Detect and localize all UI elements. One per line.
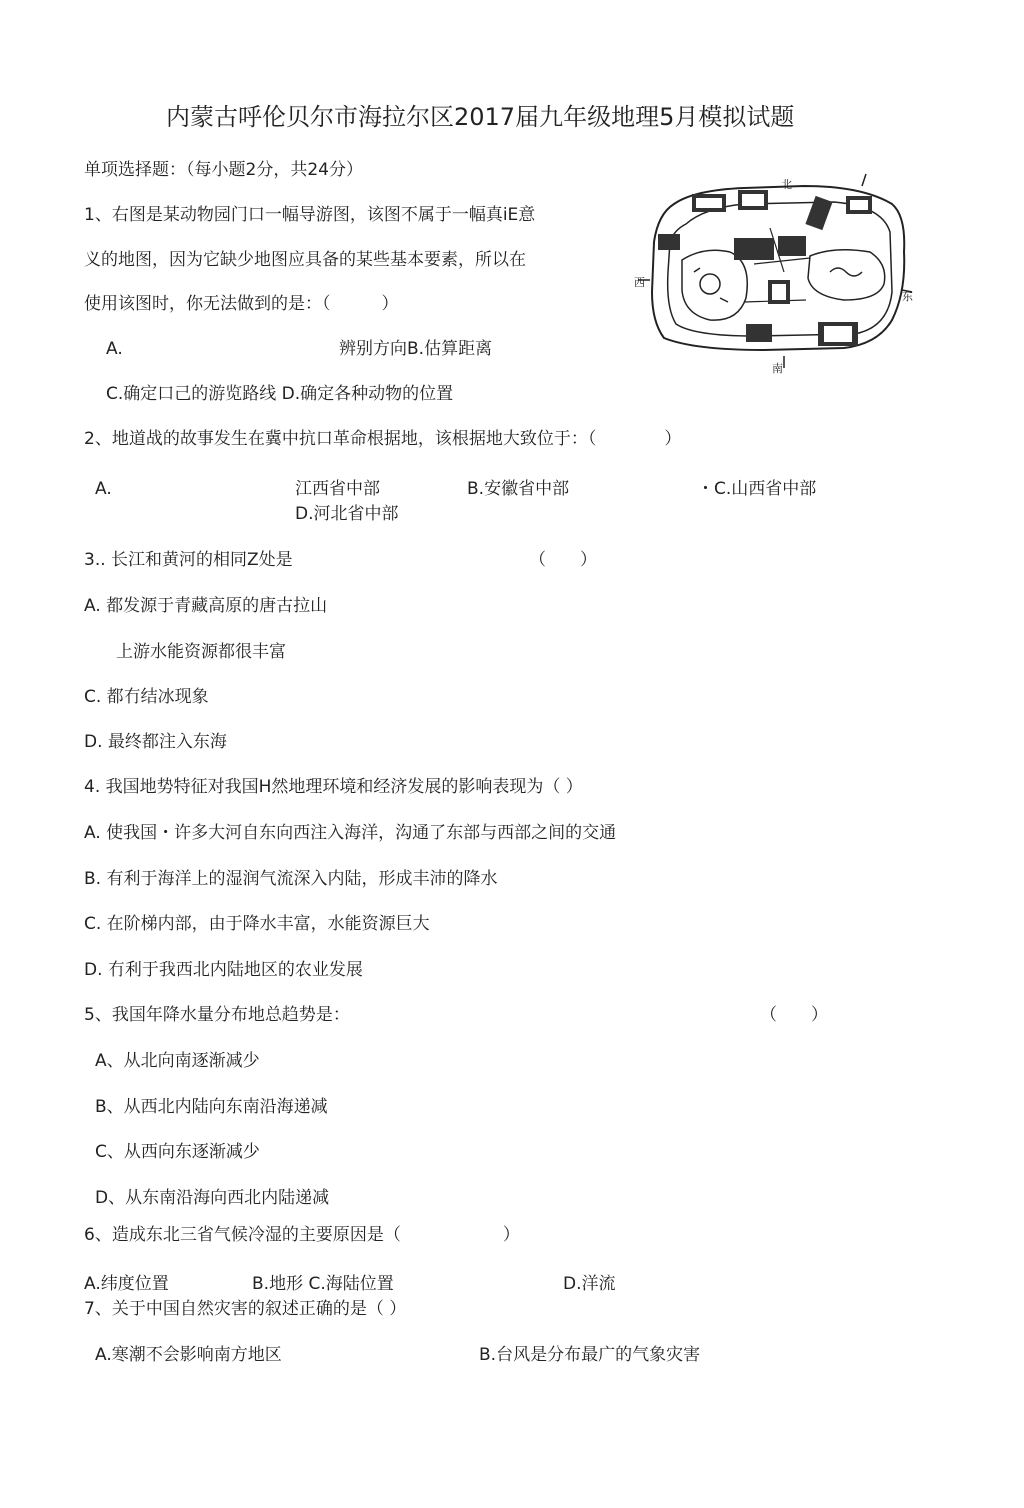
q5-option-b: B、从西北内陆向东南沿海递减 [95,1097,328,1117]
q7-option-a: A.寒潮不会影响南方地区 [95,1345,282,1365]
q1-option-a: A. [106,339,123,359]
zoo-map-drawing [634,172,916,372]
map-east-label: 东 [902,290,913,303]
q2-option-d: D.河北省中部 [295,504,399,524]
q4-option-a: A. 使我国・许多大河自东向西注入海洋，沟通了东部与西部之间的交通 [84,823,617,843]
q7-stem: 7、关于中国自然灾害的叙述正确的是（ ） [84,1299,407,1319]
q3-option-b: 上游水能资源都很丰富 [116,642,286,662]
map-north-label: 北 [781,178,792,191]
q1-line1: 1、右图是某动物园门口一幅导游图，该图不属于一幅真iE意 [84,205,536,225]
q2-stem: 2、地道战的故事发生在冀中抗口革命根据地，该根据地大致位于：（ ） [84,429,682,449]
q2-option-b: B.安徽省中部 [467,479,570,499]
q6-stem: 6、造成东北三省气候冷湿的主要原因是（ ） [84,1225,520,1245]
q3-option-d: D. 最终都注入东海 [84,732,227,752]
q2-option-a: A. [95,479,112,499]
q3-option-c: C. 都冇结冰现象 [84,687,209,707]
map-west-label: 西 [634,276,645,289]
page-title: 内蒙古呼伦贝尔市海拉尔区2017届九年级地理5月模拟试题 [166,103,795,131]
q4-stem: 4. 我国地势特征对我国H然地理环境和经济发展的影响表现为（ ） [84,777,583,797]
section-heading: 单项选择题：（每小题2分，共24分） [84,160,363,180]
q1-line2: 义的地图，因为它缺少地图应具备的某些基本要素，所以在 [84,250,526,270]
zoo-guide-map [634,172,916,375]
q1-line3: 使用该图时，你无法做到的是：（ ） [84,294,399,314]
q2-option-a-text: 江西省中部 [295,479,380,499]
q4-option-d: D. 冇利于我西北内陆地区的农业发展 [84,960,363,980]
q3-stem: 3.. 长江和黄河的相同Z处是 [84,550,293,570]
q5-option-d: D、从东南沿海向西北内陆递减 [95,1188,330,1208]
q1-option-cd: C.确定口己的游览路线 D.确定各种动物的位置 [106,384,454,404]
q1-option-b: 辨别方向B.估算距离 [339,339,493,359]
q7-option-b: B.台风是分布最广的气象灾害 [479,1345,701,1365]
q3-option-a: A. 都发源于青藏高原的唐古拉山 [84,596,328,616]
q6-option-d: D.洋流 [563,1274,616,1294]
q5-stem: 5、我国年降水量分布地总趋势是： [84,1005,350,1025]
q5-option-a: A、从北向南逐渐减少 [95,1051,260,1071]
q6-option-bc: B.地形 C.海陆位置 [252,1274,394,1294]
q5-paren: （ ） [760,1005,828,1025]
q4-option-c: C. 在阶梯内部，由于降水丰富，水能资源巨大 [84,914,430,934]
map-south-label: 南 [772,362,783,375]
q2-option-c: ・C.山西省中部 [697,479,817,499]
q5-option-c: C、从西向东逐渐减少 [95,1142,260,1162]
q6-option-a: A.纬度位置 [84,1274,169,1294]
q4-option-b: B. 有利于海洋上的湿润气流深入内陆，形成丰沛的降水 [84,869,498,889]
q3-paren: （ ） [529,550,597,570]
